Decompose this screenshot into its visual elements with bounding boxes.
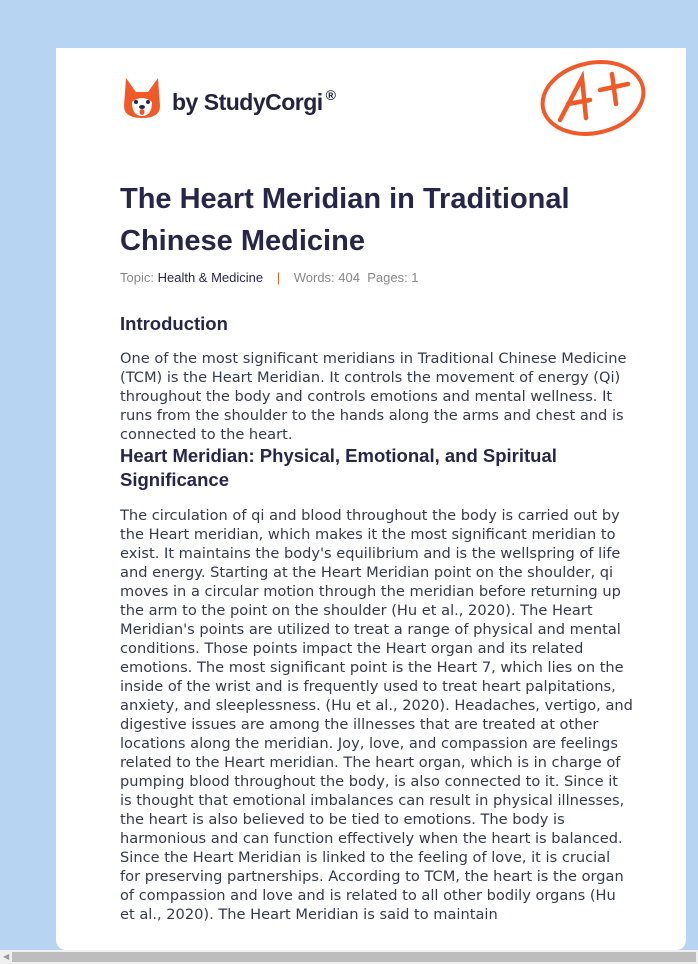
section-heading: Heart Meridian: Physical, Emotional, and Spiritual Significance xyxy=(120,445,557,490)
article-body xyxy=(120,312,634,924)
corgi-icon xyxy=(122,76,162,120)
section-paragraph: One of the most significant meridians in Traditional Chinese Medicine (TCM) is the Heart Meridian. It controls the movement of energy (Qi) throughout the body and controls emotions and mental wellness. It runs from the shoulder to the hands along the arms and chest and is connected to the heart. xyxy=(120,350,627,443)
horizontal-scrollbar[interactable] xyxy=(0,950,698,964)
word-count: Words: 404 xyxy=(293,270,360,285)
brand-name xyxy=(172,86,336,116)
scroll-left-icon[interactable]: ◀ xyxy=(3,952,10,961)
page-count: Pages: 1 xyxy=(367,270,419,285)
section-paragraph: The circulation of qi and blood throughout the body is carried out by the Heart meridian, which makes it the most significant meridian to exist. It maintains the body's equilibrium and is the wellspring of life and energy. Starting at the Heart Meridian point on the shoulder, qi moves in a circular motion through the meridian before returning up the arm to the point on the shoulder (Hu et al., 2020). The Heart Meridian's points are utilized to treat a range of physical and mental conditions. Those points impact the Heart organ and its related emotions. The most significant point is the Heart 7, which lies on the inside of the wrist and is frequently used to treat heart palpitations, anxiety, and sleeplessness. (Hu et al., 2020). Headaches, vertigo, and digestive issues are among the illnesses that are treated at other locations along the meridian. Joy, love, and compassion are feelings related to the Heart meridian. The heart organ, which is in charge of pumping blood throughout the body, is also connected to it. Since it is thought that emotional imbalances can result in physical illnesses, the heart is also believed to be tied to emotions. The body is harmonious and can function effectively when the heart is balanced. Since the Heart Meridian is linked to the feeling of love, it is crucial for preserving partnerships. According to TCM, the heart is the organ of compassion and love and is related to all other bodily organs (Hu et al., 2020). The Heart Meridian is said to maintain xyxy=(120,507,633,923)
section-heading: Introduction xyxy=(120,313,228,334)
topic-label: Topic: xyxy=(120,270,154,285)
article-meta xyxy=(120,270,419,285)
meta-separator: | xyxy=(276,270,281,285)
a-plus-grade-icon xyxy=(538,58,648,140)
topic-link[interactable]: Health & Medicine xyxy=(157,270,264,285)
studycorgi-logo[interactable] xyxy=(122,76,336,120)
scrollbar-thumb[interactable] xyxy=(12,952,696,962)
brand-text: by StudyCorgi xyxy=(172,88,323,115)
registered-mark: ® xyxy=(325,86,336,103)
document-card xyxy=(56,48,686,950)
page-title: The Heart Meridian in Traditional Chinese Medicine xyxy=(120,183,570,257)
